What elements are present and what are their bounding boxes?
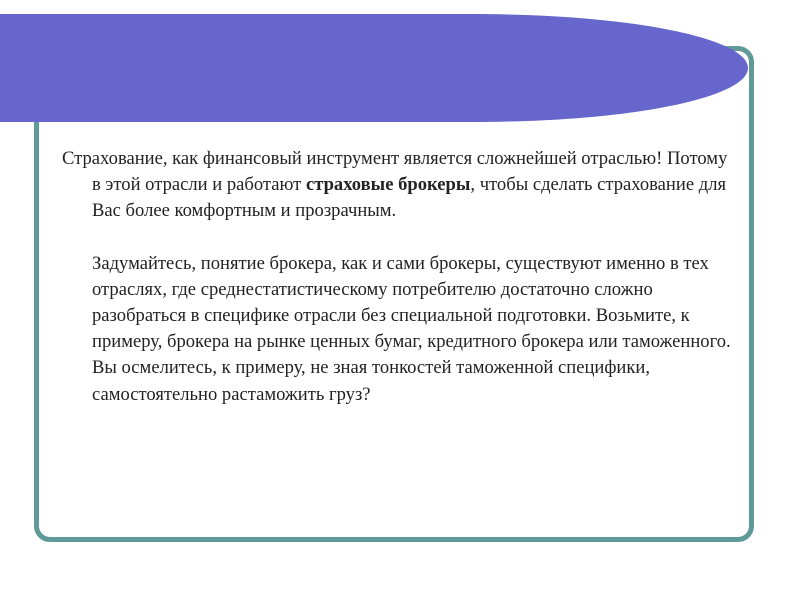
header-band [0, 0, 800, 130]
header-shape [0, 0, 800, 130]
paragraph-1-text: Страхование, как финансовый инструмент является сложнейшей отраслью! Потому в этой отрасли и работают [62, 148, 728, 196]
highlight-term: страховые брокеры [305, 174, 471, 196]
paragraph-1-text-end: , чтобы сделать страхование для Вас более комфортным и прозрачным. [92, 174, 727, 222]
paragraph-2: Задумайтесь, понятие брокера, как и сами брокеры, существуют именно в тех отраслях, где среднестатистическому потребителю достаточно сложно разобраться в специфике отрасли без специальной подготовки. Возьмите, к примеру, брокера на рынке ценных бумаг, кредитного брокера или таможенного. Вы осмелитесь, к примеру, не зная тонкостей таможенной специфики, самостоятельно растаможить груз? [92, 252, 731, 405]
paragraph-1 [62, 146, 732, 225]
header-ellipse-shape [0, 14, 748, 122]
body-text [62, 146, 732, 408]
